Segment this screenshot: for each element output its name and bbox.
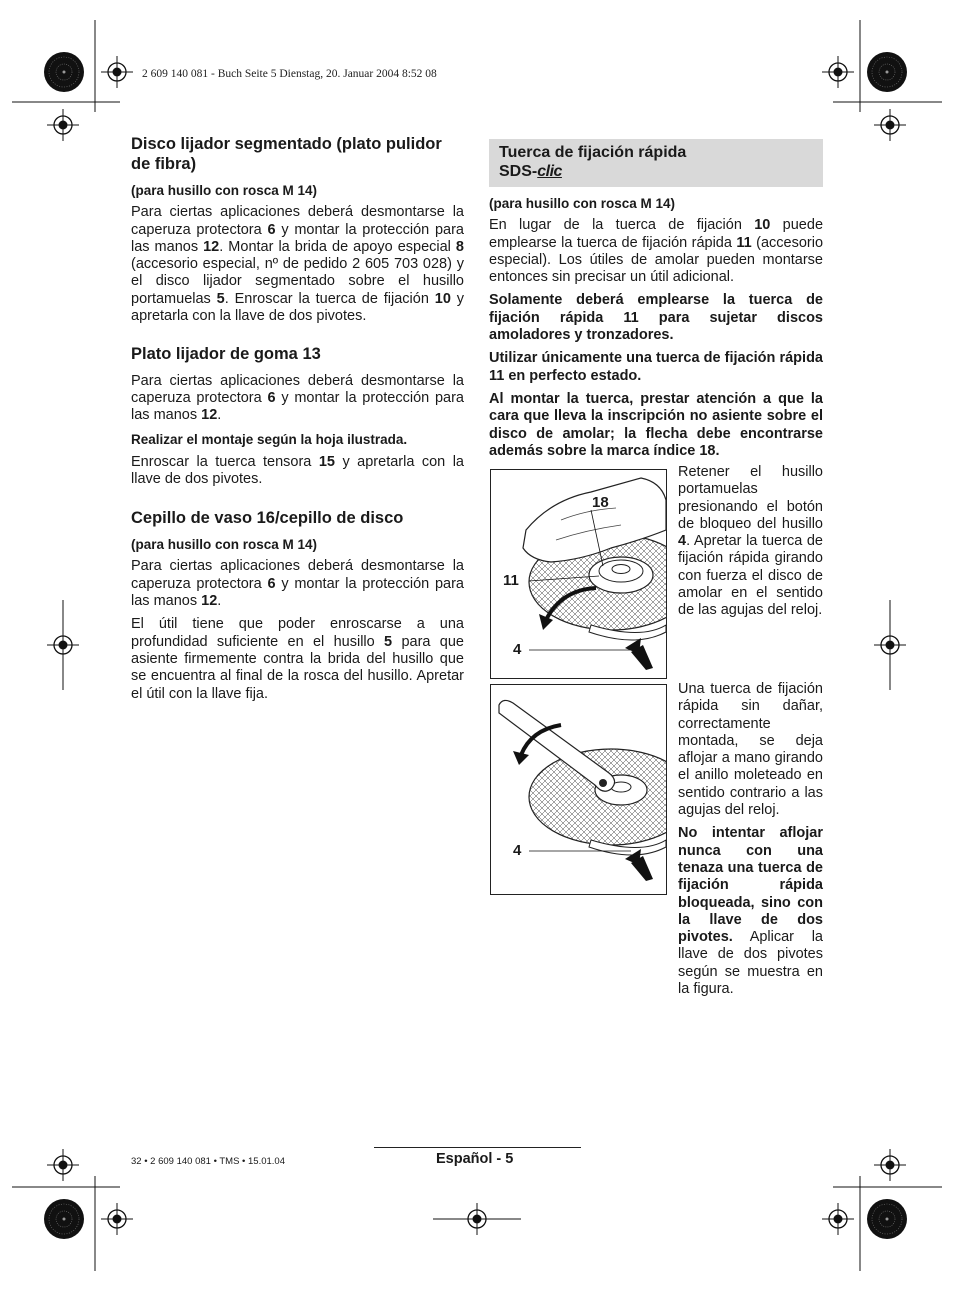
figure-label: 18 — [592, 494, 609, 511]
section-subtitle: (para husillo con rosca M 14) — [131, 183, 318, 198]
section-title-cup-brush: Cepillo de vaso 16/cepillo de disco — [131, 508, 404, 527]
paragraph: Una tuerca de fijación rápida sin dañar, correctamente montada, se deja aflojar a mano girando el anillo moleteado en sentido contrario a las agujas del reloj. — [678, 681, 823, 819]
paragraph: El útil tiene que poder enroscarse a una profundidad suficiente en el husillo 5 para que asiente firmemente contra la brida del husillo que se encuentra al final de la rosca del husillo. Apretar el útil con la llave fija. — [131, 616, 464, 702]
print-header: 2 609 140 081 - Buch Seite 5 Dienstag, 20. Januar 2004 8:52 08 — [142, 68, 437, 80]
right-column — [489, 139, 823, 466]
figure-label: 11 — [503, 572, 519, 589]
footer-code: 32 • 2 609 140 081 • TMS • 15.01.04 — [131, 1156, 285, 1167]
paragraph: En lugar de la tuerca de fijación 10 puede emplearse la tuerca de fijación rápida 11 (accesorio especial). Los útiles de amolar pueden montarse entonces sin precisar un útil adicional. — [489, 217, 824, 286]
section-title-rubber-pad: Plato lijador de goma 13 — [131, 345, 321, 364]
paragraph-bold: Realizar el montaje según la hoja ilustrada. — [131, 431, 408, 447]
page-number: Español - 5 — [436, 1151, 514, 1167]
warning-paragraph: Utilizar únicamente una tuerca de fijación rápida 11 en perfecto estado. — [489, 350, 823, 384]
section-title-segmented-disc: Disco lijador segmentado (plato pulidor de fibra) — [131, 135, 442, 173]
figure-label: 4 — [513, 641, 522, 658]
paragraph: Para ciertas aplicaciones deberá desmontarse la caperuza protectora 6 y montar la protección para las manos 12. — [131, 372, 464, 424]
paragraph: Enroscar la tuerca tensora 15 y apretarla con la llave de dos pivotes. — [131, 454, 464, 488]
figure-label: 4 — [513, 842, 522, 859]
warning-paragraph: Solamente deberá emplearse la tuerca de fijación rápida 11 para sujetar discos amoladores y tronzadores. — [489, 292, 823, 344]
paragraph: No intentar aflojar nunca con una tenaza una tuerca de fijación rápida bloqueada, sino con la llave de dos pivotes. Aplicar la llave de dos pivotes según se muestra en la figura. — [678, 825, 823, 998]
clic-logo: clic — [537, 163, 562, 180]
left-column — [131, 135, 464, 709]
footer-rule — [374, 1147, 581, 1148]
section-subtitle: (para husillo con rosca M 14) — [489, 196, 676, 211]
figure1-caption: Retener el husillo portamuelas presionando el botón de bloqueo del husillo 4. Apretar la tuerca de fijación rápida girando con fuerza el disco de amolar en el sentido de las agujas del reloj. — [678, 464, 823, 619]
figure-quick-nut-tightening — [490, 469, 667, 679]
figure-two-pin-spanner — [490, 684, 667, 895]
figure2-caption — [678, 681, 823, 998]
paragraph: Para ciertas aplicaciones deberá desmontarse la caperuza protectora 6 y montar la protección para las manos 12. Montar la brida de apoyo especial 8 (accesorio especial, nº de pedido 2 605 703 028) y el disco lijador segmentado sobre el husillo portamuelas 5. Enroscar la tuerca de fijación 10 y apretarla con la llave de dos pivotes. — [131, 204, 465, 325]
section-subtitle: (para husillo con rosca M 14) — [131, 537, 318, 553]
spanner-illustration — [491, 685, 666, 894]
paragraph: Para ciertas aplicaciones deberá desmontarse la caperuza protectora 6 y montar la protección para las manos 12. — [131, 558, 464, 610]
section-title-quick-nut: Tuerca de fijación rápida SDS-clic — [489, 139, 823, 187]
warning-paragraph: Al montar la tuerca, prestar atención a que la cara que lleva la inscripción no asiente sobre el disco de amolar; la flecha debe encontrarse además sobre la marca índice 18. — [489, 390, 823, 459]
